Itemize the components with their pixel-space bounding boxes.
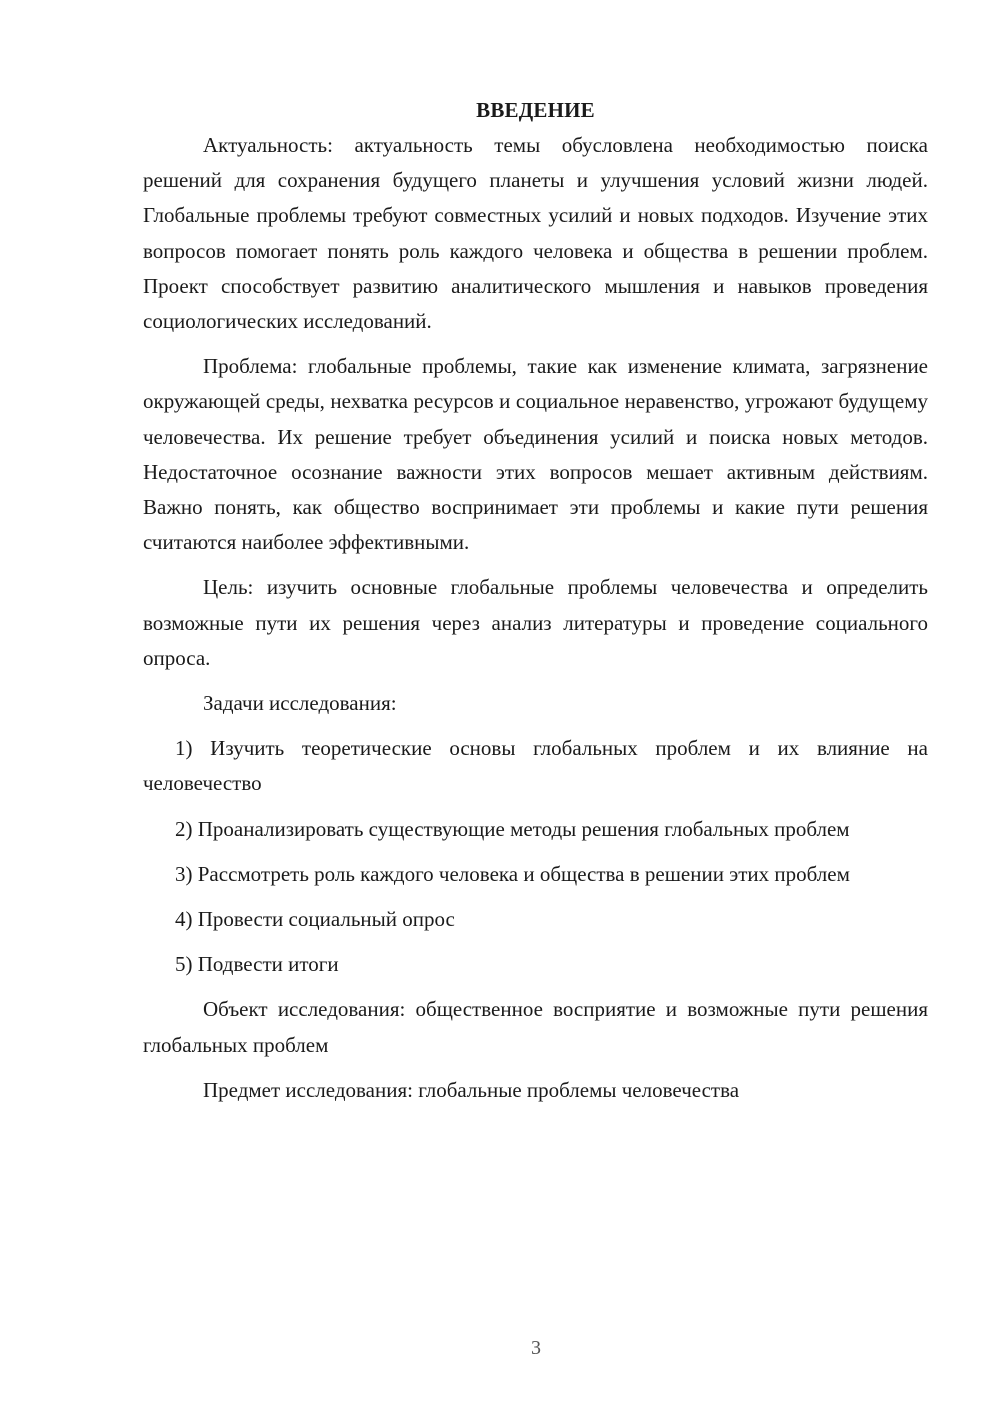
relevance-paragraph: Актуальность: актуальность темы обусловлена необходимостью поиска решений для сохранения будущего планеты и улучшения условий жизни людей. Глобальные проблемы требуют совместных усилий и новых подходов. Изучение этих вопросов помогает понять роль каждого человека и общества в решении проблем. Проект способствует развитию аналитического мышления и навыков проведения социологических исследований. (143, 133, 928, 334)
goal-paragraph: Цель: изучить основные глобальные проблемы человечества и определить возможные пути их решения через анализ литературы и проведение социального опроса. (143, 575, 928, 670)
problem-paragraph: Проблема: глобальные проблемы, такие как изменение климата, загрязнение окружающей среды, нехватка ресурсов и социальное неравенство, угрожают будущему человечества. Их решение требует объединения усилий и поиска новых методов. Недостаточное осознание важности этих вопросов мешает активным действиям. Важно понять, как общество воспринимает эти проблемы и какие пути решения считаются наиболее эффективными. (143, 354, 928, 555)
tasks-list (143, 731, 928, 982)
tasks-title: Задачи исследования: (203, 691, 397, 716)
page-content (143, 93, 928, 1108)
list-item: 2) Проанализировать существующие методы решения глобальных проблем (175, 816, 850, 841)
list-item: 1) Изучить теоретические основы глобальных проблем и их влияние на человечество (143, 736, 928, 796)
page-number: 3 (531, 1337, 541, 1359)
list-item: 5) Подвести итоги (175, 952, 339, 977)
section-heading: ВВЕДЕНИЕ (476, 98, 595, 122)
subject-paragraph: Предмет исследования: глобальные проблемы человечества (203, 1077, 740, 1102)
list-item: 4) Провести социальный опрос (175, 907, 455, 932)
list-item: 3) Рассмотреть роль каждого человека и общества в решении этих проблем (175, 861, 850, 886)
object-paragraph: Объект исследования: общественное восприятие и возможные пути решения глобальных проблем (143, 997, 928, 1057)
